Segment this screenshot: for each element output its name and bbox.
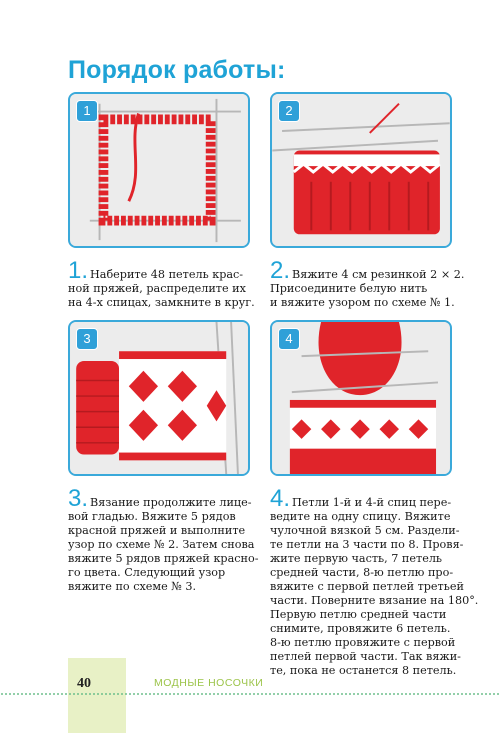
step-3-line-3: красной пряжей и выполните <box>68 524 246 537</box>
page-number: 40 <box>77 676 91 691</box>
step-2-line-3: и вяжите узором по схеме № 1. <box>270 296 455 309</box>
step-1-photo <box>68 92 250 248</box>
step-2-photo <box>270 92 452 248</box>
step-1-line-1: Наберите 48 петель крас- <box>90 268 244 281</box>
step-4-line-13: те, пока не останется 8 петель. <box>270 664 457 677</box>
step-2-badge: 2 <box>278 100 300 122</box>
step-4-line-5: жите первую часть, 7 петель <box>270 552 443 565</box>
footer-band <box>68 658 126 733</box>
step-4-text <box>270 485 479 678</box>
step-4-line-8: части. Поверните вязание на 180°. <box>270 594 479 607</box>
step-3-photo <box>68 320 250 476</box>
step-4-line-4: те петли на 3 части по 8. Провя- <box>270 538 464 551</box>
step-2-text <box>270 257 465 310</box>
step-4-line-7: вяжите с первой петлей третьей <box>270 580 464 593</box>
step-1-text <box>68 257 256 310</box>
step-1-line-2: ной пряжей, распределите их <box>68 282 246 295</box>
step-4-line-1: Петли 1-й и 4-й спиц пере- <box>292 496 452 509</box>
step-1-badge: 1 <box>76 100 98 122</box>
step-4-line-6: средней части, 8-ю петлю про- <box>270 566 454 579</box>
step-3-line-4: узор по схеме № 2. Затем снова <box>68 538 255 551</box>
step-4-line-11: 8-ю петлю провяжите с первой <box>270 636 456 649</box>
step-3-line-2: вой гладью. Вяжите 5 рядов <box>68 510 236 523</box>
step-4-photo <box>270 320 452 476</box>
step-2-number: 2. <box>270 257 291 284</box>
step-4-badge: 4 <box>278 328 300 350</box>
step-1-line-3: на 4-х спицах, замкните в круг. <box>68 296 255 309</box>
step-3-line-1: Вязание продолжите лице- <box>90 496 252 509</box>
step-4-line-9: Первую петлю средней части <box>270 608 447 621</box>
step-4-line-3: чулочной вязкой 5 см. Раздели- <box>270 524 460 537</box>
step-4-line-2: ведите на одну спицу. Вяжите <box>270 510 451 523</box>
step-2-line-1: Вяжите 4 см резинкой 2 × 2. <box>292 268 465 281</box>
step-3-number: 3. <box>68 485 89 512</box>
footer-dotted-rule <box>0 693 500 695</box>
page-title: Порядок работы: <box>68 56 286 84</box>
step-4-line-12: петлей первой части. Так вяжи- <box>270 650 461 663</box>
running-title: МОДНЫЕ НОСОЧКИ <box>154 677 264 689</box>
step-4-number: 4. <box>270 485 291 512</box>
step-2-line-2: Присоедините белую нить <box>270 282 428 295</box>
step-4-line-10: снимите, провяжите 6 петель. <box>270 622 451 635</box>
step-3-badge: 3 <box>76 328 98 350</box>
step-3-text <box>68 485 259 594</box>
step-3-line-5: вяжите 5 рядов пряжей красно- <box>68 552 259 565</box>
step-3-line-6: го цвета. Следующий узор <box>68 566 226 579</box>
step-1-number: 1. <box>68 257 89 284</box>
step-3-line-7: вяжите по схеме № 3. <box>68 580 197 593</box>
